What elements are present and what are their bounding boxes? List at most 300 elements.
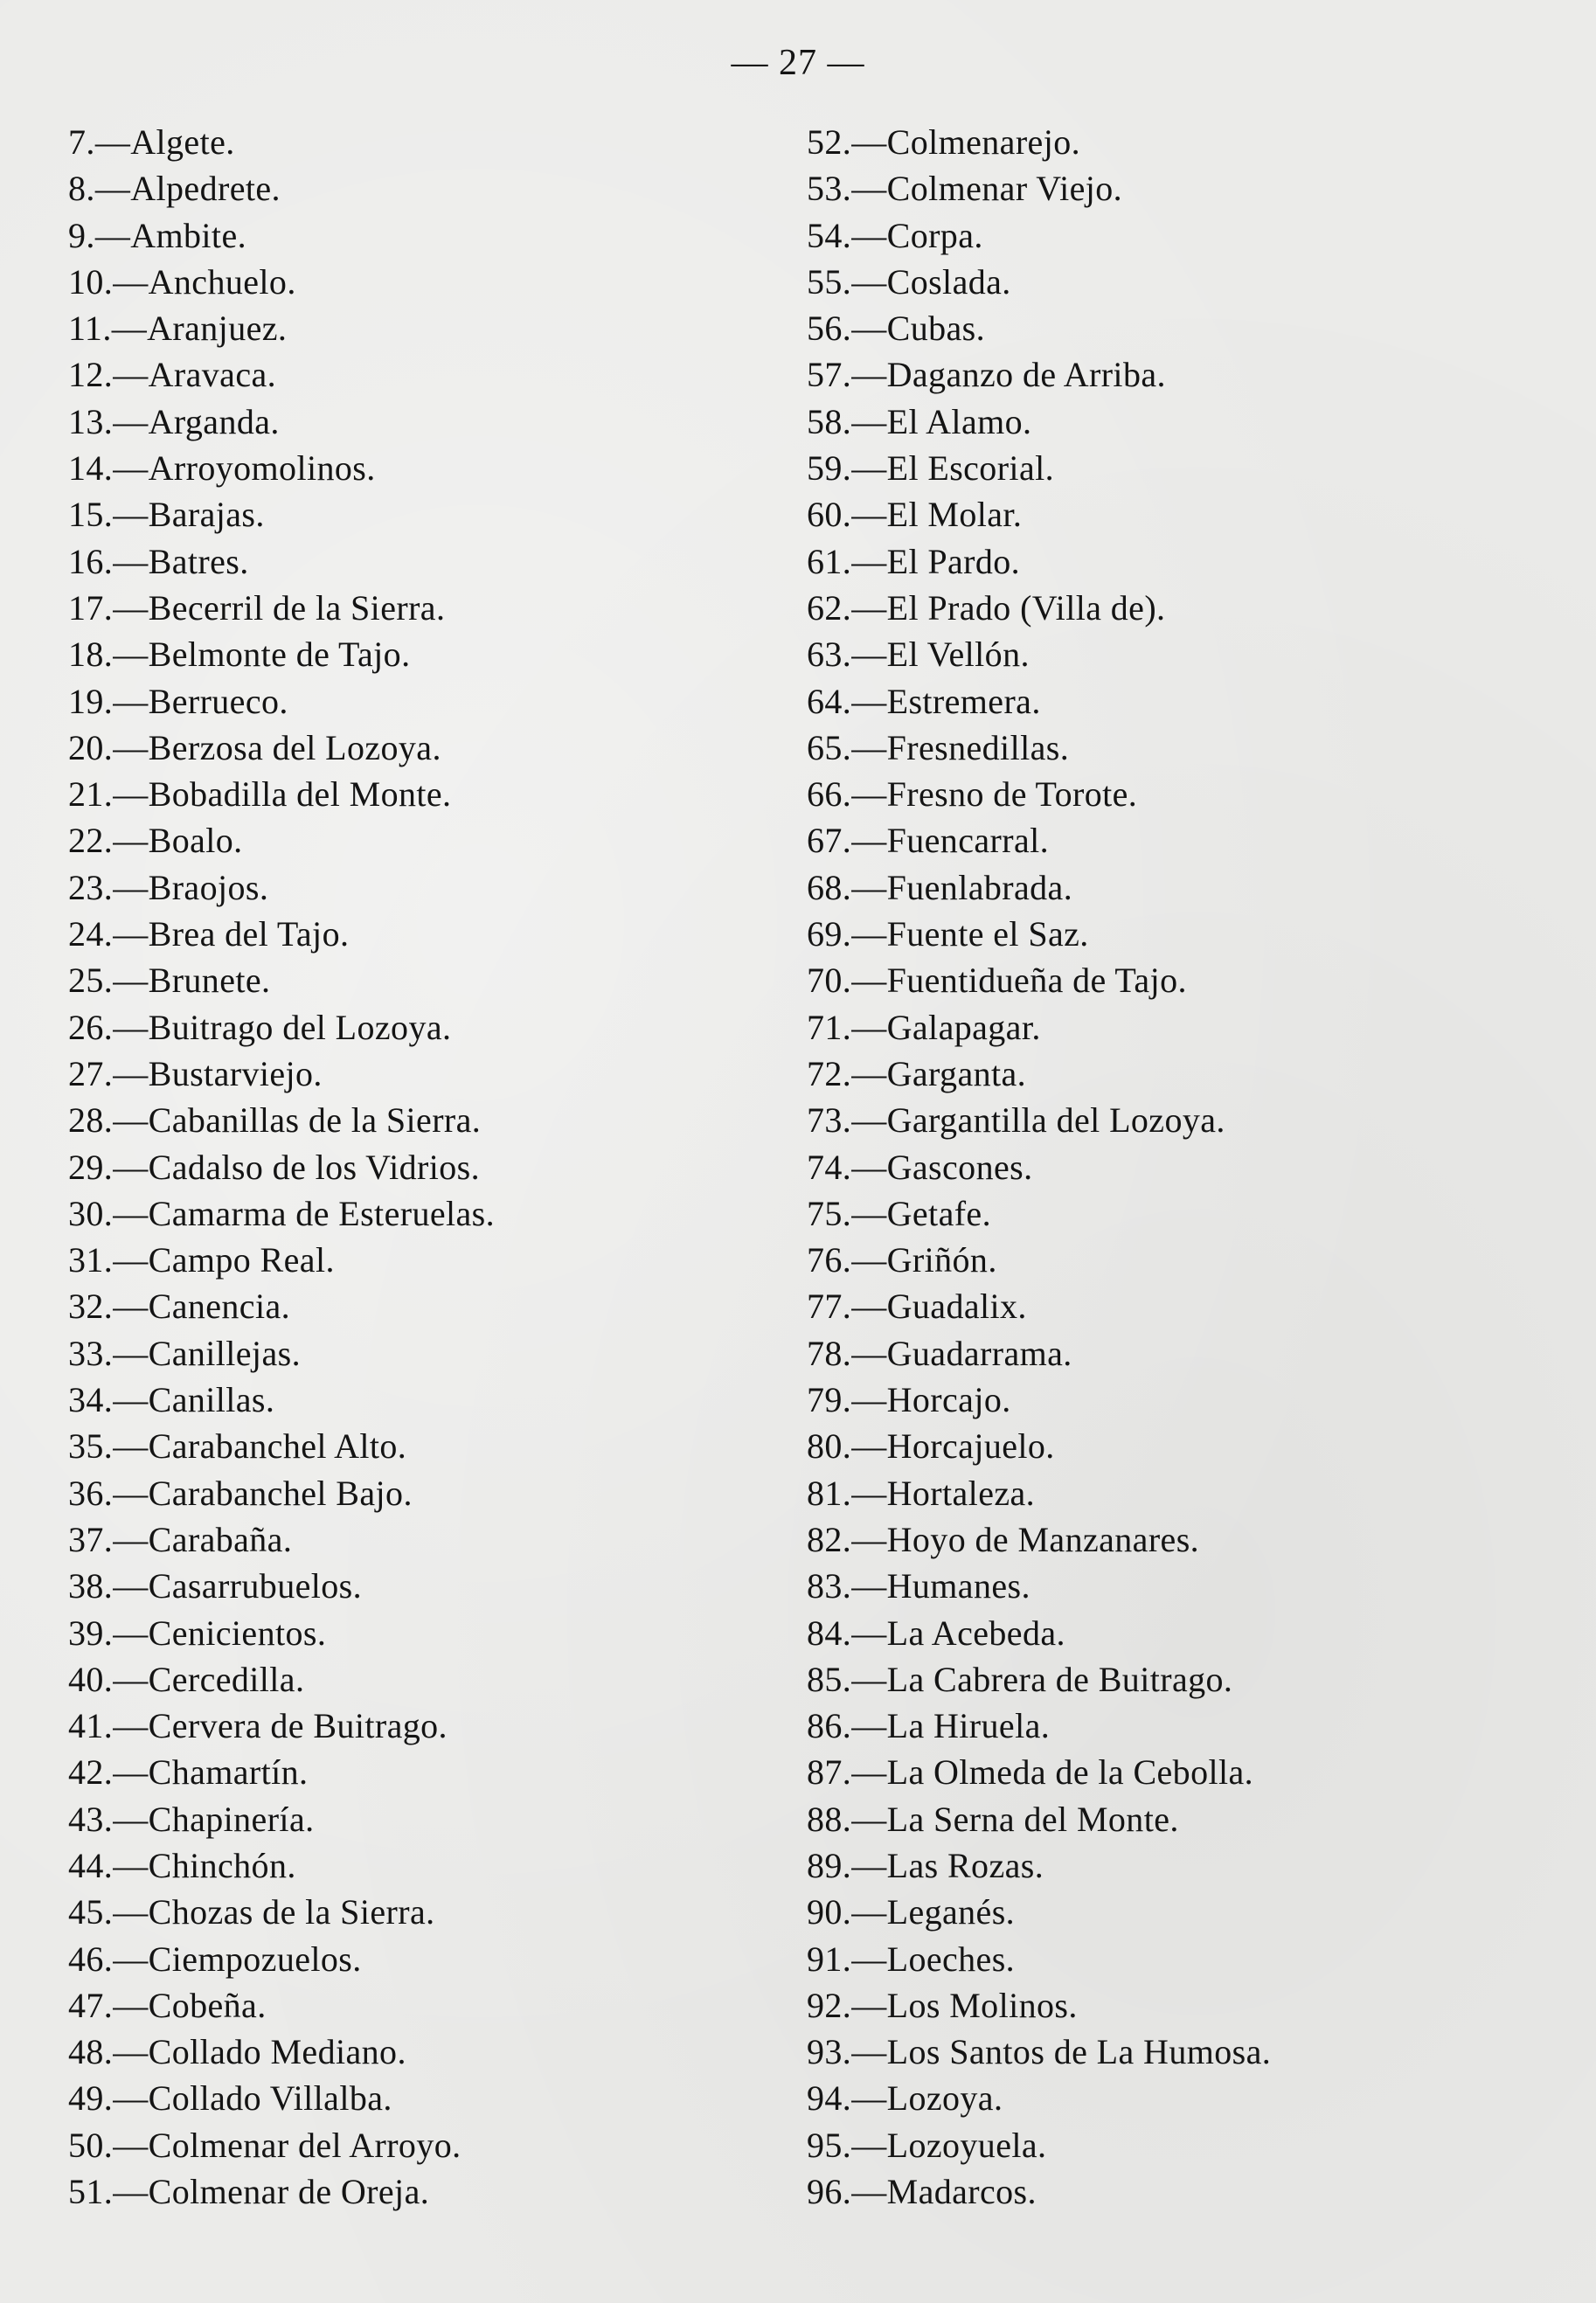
entry-number: 89. — [807, 1845, 852, 1885]
list-item — [807, 1749, 1271, 1795]
list-item — [68, 445, 495, 491]
list-item — [807, 119, 1271, 165]
list-item — [807, 1377, 1271, 1423]
entry-name: Canillas. — [148, 1380, 275, 1420]
entry-number: 55. — [807, 261, 852, 302]
entry-name: La Acebeda. — [886, 1613, 1065, 1653]
entry-number: 85. — [807, 1659, 852, 1699]
entry-name: Fuente el Saz. — [886, 914, 1089, 954]
entry-name: Cadalso de los Vidrios. — [148, 1147, 480, 1187]
list-item — [68, 538, 495, 585]
list-item — [807, 305, 1271, 351]
entry-dash: — — [113, 1007, 149, 1047]
entry-name: Casarrubuelos. — [148, 1566, 363, 1606]
list-item — [807, 725, 1271, 771]
entry-dash: — — [113, 401, 149, 441]
entry-number: 96. — [807, 2172, 852, 2212]
entry-name: Colmenar del Arroyo. — [148, 2125, 461, 2165]
entry-name: Collado Mediano. — [148, 2032, 406, 2072]
entry-dash: — — [851, 1473, 887, 1513]
entry-dash: — — [851, 1240, 887, 1280]
entry-name: Brea del Tajo. — [148, 914, 350, 954]
entry-dash: — — [851, 1892, 887, 1932]
list-item — [807, 445, 1271, 491]
entry-number: 19. — [68, 681, 114, 721]
entry-name: Hoyo de Manzanares. — [886, 1519, 1200, 1559]
entry-number: 77. — [807, 1287, 852, 1327]
entry-number: 12. — [68, 355, 114, 395]
entry-dash: — — [851, 914, 887, 954]
list-item — [68, 864, 495, 911]
list-item — [807, 1004, 1271, 1051]
entry-dash: — — [113, 1799, 149, 1839]
entry-number: 31. — [68, 1240, 114, 1280]
list-item — [807, 1889, 1271, 1935]
list-item — [807, 212, 1271, 259]
entry-name: Anchuelo. — [148, 261, 296, 302]
entry-dash: — — [113, 1147, 149, 1187]
entry-number: 28. — [68, 1100, 114, 1141]
entry-dash: — — [113, 261, 149, 302]
entry-name: Chinchón. — [148, 1845, 296, 1885]
list-item — [68, 1936, 495, 1982]
entry-dash: — — [94, 169, 131, 209]
entry-dash: — — [113, 681, 149, 721]
list-item — [68, 2029, 495, 2075]
entry-number: 10. — [68, 261, 114, 302]
list-item — [68, 771, 495, 817]
entry-name: Carabaña. — [148, 1519, 293, 1559]
entry-dash: — — [113, 1659, 149, 1699]
entry-dash: — — [113, 727, 149, 767]
entry-dash: — — [113, 2078, 149, 2119]
list-item — [807, 1097, 1271, 1143]
entry-name: Bobadilla del Monte. — [148, 774, 452, 815]
entry-dash: — — [113, 914, 149, 954]
entry-name: Hortaleza. — [886, 1473, 1036, 1513]
entry-dash: — — [113, 1473, 149, 1513]
entry-dash: — — [113, 1706, 149, 1746]
entry-dash: — — [113, 2032, 149, 2072]
list-item — [807, 1423, 1271, 1469]
entry-number: 41. — [68, 1706, 114, 1746]
entry-name: Lozoyuela. — [886, 2125, 1047, 2165]
list-item — [807, 1842, 1271, 1889]
entry-dash: — — [113, 774, 149, 815]
entry-number: 70. — [807, 961, 852, 1001]
entry-name: Brunete. — [148, 961, 271, 1001]
list-item — [807, 1703, 1271, 1749]
entry-number: 50. — [68, 2125, 114, 2165]
entry-number: 16. — [68, 541, 114, 581]
entry-name: Ambite. — [130, 215, 246, 255]
entry-name: Estremera. — [886, 681, 1041, 721]
entry-dash: — — [113, 1845, 149, 1885]
list-item — [68, 212, 495, 259]
list-item — [68, 1516, 495, 1563]
entry-number: 82. — [807, 1519, 852, 1559]
list-item — [807, 538, 1271, 585]
entry-number: 39. — [68, 1613, 114, 1653]
entry-dash: — — [851, 2078, 887, 2119]
entry-dash: — — [851, 541, 887, 581]
entry-name: Batres. — [148, 541, 249, 581]
entry-dash: — — [851, 309, 887, 349]
entry-name: Cervera de Buitrago. — [148, 1706, 448, 1746]
list-item — [807, 585, 1271, 631]
list-item — [68, 1051, 495, 1097]
entry-number: 15. — [68, 495, 114, 535]
entry-number: 52. — [807, 122, 852, 162]
entry-name: Campo Real. — [148, 1240, 335, 1280]
list-item — [68, 119, 495, 165]
entry-number: 65. — [807, 727, 852, 767]
entry-dash: — — [851, 1845, 887, 1885]
entry-number: 44. — [68, 1845, 114, 1885]
entry-dash: — — [113, 448, 149, 489]
entry-number: 87. — [807, 1752, 852, 1793]
entry-number: 26. — [68, 1007, 114, 1047]
entry-number: 24. — [68, 914, 114, 954]
entry-name: Gascones. — [886, 1147, 1033, 1187]
entry-dash: — — [113, 1613, 149, 1653]
entry-number: 32. — [68, 1287, 114, 1327]
entry-number: 78. — [807, 1333, 852, 1373]
entry-name: Barajas. — [148, 495, 265, 535]
entry-dash: — — [113, 2172, 149, 2212]
entry-name: El Pardo. — [886, 541, 1021, 581]
list-item — [68, 2122, 495, 2168]
entry-name: Getafe. — [886, 1193, 991, 1233]
entry-name: Braojos. — [148, 867, 269, 907]
entry-name: Horcajuelo. — [886, 1426, 1055, 1467]
entry-name: Belmonte de Tajo. — [148, 635, 411, 675]
entry-dash: — — [851, 401, 887, 441]
entry-name: Buitrago del Lozoya. — [148, 1007, 452, 1047]
entry-name: Gargantilla del Lozoya. — [886, 1100, 1225, 1141]
entry-number: 92. — [807, 1985, 852, 2025]
entry-dash: — — [851, 1380, 887, 1420]
entry-name: Fuencarral. — [886, 821, 1050, 861]
entry-name: El Molar. — [886, 495, 1023, 535]
entry-name: Bustarviejo. — [148, 1053, 323, 1093]
list-item — [807, 1656, 1271, 1703]
entry-name: Carabanchel Bajo. — [148, 1473, 413, 1513]
entry-dash: — — [851, 961, 887, 1001]
entry-dash: — — [851, 261, 887, 302]
entry-name: La Cabrera de Buitrago. — [886, 1659, 1233, 1699]
entry-name: Alpedrete. — [130, 169, 281, 209]
list-item — [68, 1004, 495, 1051]
entry-name: La Hiruela. — [886, 1706, 1051, 1746]
list-item — [807, 1470, 1271, 1516]
list-item — [68, 678, 495, 725]
entry-number: 22. — [68, 821, 114, 861]
entry-dash: — — [851, 587, 887, 628]
entry-dash: — — [851, 1985, 887, 2025]
entry-name: El Alamo. — [886, 401, 1032, 441]
entry-name: Colmenarejo. — [886, 122, 1081, 162]
entry-dash: — — [851, 1613, 887, 1653]
entry-name: Chamartín. — [148, 1752, 309, 1793]
list-item — [68, 1889, 495, 1935]
entry-dash: — — [851, 2125, 887, 2165]
list-item — [807, 1936, 1271, 1982]
list-item — [68, 631, 495, 677]
entry-dash: — — [113, 541, 149, 581]
list-item — [68, 259, 495, 305]
list-item — [68, 1423, 495, 1469]
list-item — [68, 2075, 495, 2121]
list-item — [807, 1610, 1271, 1656]
entry-name: Lozoya. — [886, 2078, 1003, 2119]
entry-number: 8. — [68, 169, 95, 209]
entry-dash: — — [851, 2032, 887, 2072]
entry-name: Ciempozuelos. — [148, 1939, 362, 1979]
list-item — [807, 1982, 1271, 2029]
entry-dash: — — [851, 1053, 887, 1093]
list-item — [807, 1237, 1271, 1283]
entry-number: 84. — [807, 1613, 852, 1653]
entry-name: Collado Villalba. — [148, 2078, 392, 2119]
entry-dash: — — [94, 215, 131, 255]
entry-dash: — — [851, 355, 887, 395]
entry-name: Cenicientos. — [148, 1613, 327, 1653]
entry-dash: — — [851, 1939, 887, 1979]
entry-number: 9. — [68, 215, 95, 255]
list-item — [807, 911, 1271, 957]
entry-dash: — — [851, 727, 887, 767]
entry-dash: — — [113, 1939, 149, 1979]
entry-dash: — — [851, 635, 887, 675]
entry-name: Aranjuez. — [147, 309, 288, 349]
page-number: — 27 — — [731, 43, 865, 83]
entry-dash: — — [113, 1426, 149, 1467]
entry-number: 21. — [68, 774, 114, 815]
entry-number: 49. — [68, 2078, 114, 2119]
entry-number: 69. — [807, 914, 852, 954]
entry-dash: — — [851, 495, 887, 535]
list-item — [68, 399, 495, 445]
entry-dash: — — [113, 821, 149, 861]
list-item — [68, 1703, 495, 1749]
entry-number: 46. — [68, 1939, 114, 1979]
entry-name: Berzosa del Lozoya. — [148, 727, 441, 767]
list-item — [807, 1796, 1271, 1842]
entry-number: 38. — [68, 1566, 114, 1606]
entry-number: 74. — [807, 1147, 852, 1187]
entry-number: 72. — [807, 1053, 852, 1093]
entry-name: Guadarrama. — [886, 1333, 1072, 1373]
entry-dash: — — [113, 1240, 149, 1280]
entry-number: 67. — [807, 821, 852, 861]
list-item — [807, 1516, 1271, 1563]
list-item — [68, 1749, 495, 1795]
entry-dash: — — [113, 1380, 149, 1420]
entry-dash: — — [113, 495, 149, 535]
entry-name: Loeches. — [886, 1939, 1016, 1979]
entry-dash: — — [94, 122, 131, 162]
entry-number: 18. — [68, 635, 114, 675]
entry-name: Las Rozas. — [886, 1845, 1044, 1885]
list-item — [68, 1190, 495, 1237]
entry-dash: — — [113, 1892, 149, 1932]
list-item — [68, 1842, 495, 1889]
list-item — [807, 771, 1271, 817]
list-item — [68, 1097, 495, 1143]
entry-name: Leganés. — [886, 1892, 1016, 1932]
entry-name: Los Molinos. — [886, 1985, 1078, 2025]
entry-number: 56. — [807, 309, 852, 349]
entry-dash: — — [113, 355, 149, 395]
entry-dash: — — [851, 1706, 887, 1746]
entry-dash: — — [113, 1287, 149, 1327]
entry-dash: — — [113, 867, 149, 907]
entry-dash: — — [851, 821, 887, 861]
entry-number: 25. — [68, 961, 114, 1001]
entry-number: 51. — [68, 2172, 114, 2212]
entry-dash: — — [851, 448, 887, 489]
entry-dash: — — [851, 681, 887, 721]
entry-number: 91. — [807, 1939, 852, 1979]
entry-name: Carabanchel Alto. — [148, 1426, 407, 1467]
entry-number: 68. — [807, 867, 852, 907]
list-item — [68, 1144, 495, 1190]
entry-dash: — — [113, 1193, 149, 1233]
entry-dash: — — [851, 1193, 887, 1233]
entry-number: 90. — [807, 1892, 852, 1932]
entry-name: Algete. — [130, 122, 235, 162]
list-item — [807, 1051, 1271, 1097]
entry-number: 61. — [807, 541, 852, 581]
entry-number: 88. — [807, 1799, 852, 1839]
list-item — [807, 491, 1271, 538]
list-item — [807, 1563, 1271, 1609]
entry-name: Fresnedillas. — [886, 727, 1070, 767]
entry-name: Cercedilla. — [148, 1659, 305, 1699]
list-item — [807, 399, 1271, 445]
entry-number: 58. — [807, 401, 852, 441]
list-item — [807, 957, 1271, 1003]
list-item — [68, 725, 495, 771]
entry-name: Humanes. — [886, 1566, 1030, 1606]
entry-number: 79. — [807, 1380, 852, 1420]
list-item — [68, 1330, 495, 1377]
list-item — [68, 1610, 495, 1656]
entry-name: Arganda. — [148, 401, 280, 441]
entry-dash: — — [851, 1799, 887, 1839]
entry-dash: — — [113, 1100, 149, 1141]
entry-name: Becerril de la Sierra. — [148, 587, 446, 628]
entry-dash: — — [851, 1752, 887, 1793]
entry-name: Daganzo de Arriba. — [886, 355, 1166, 395]
entry-number: 40. — [68, 1659, 114, 1699]
list-item — [68, 1237, 495, 1283]
list-item — [807, 2168, 1271, 2215]
list-item — [807, 631, 1271, 677]
entry-name: Cobeña. — [148, 1985, 267, 2025]
entry-number: 48. — [68, 2032, 114, 2072]
entry-dash: — — [111, 309, 148, 349]
list-item — [68, 1283, 495, 1329]
entry-name: Coslada. — [886, 261, 1011, 302]
entry-number: 23. — [68, 867, 114, 907]
list-item — [807, 1330, 1271, 1377]
entry-name: Horcajo. — [886, 1380, 1011, 1420]
entry-number: 20. — [68, 727, 114, 767]
list-item — [807, 1283, 1271, 1329]
entry-name: Galapagar. — [886, 1007, 1041, 1047]
entry-dash: — — [113, 587, 149, 628]
entry-number: 29. — [68, 1147, 114, 1187]
list-item — [68, 1796, 495, 1842]
list-item — [68, 2168, 495, 2215]
entry-name: Fuenlabrada. — [886, 867, 1073, 907]
entry-number: 86. — [807, 1706, 852, 1746]
list-item — [68, 1563, 495, 1609]
list-item — [68, 817, 495, 864]
entry-dash: — — [851, 169, 887, 209]
entry-dash: — — [851, 1519, 887, 1559]
entry-name: Cabanillas de la Sierra. — [148, 1100, 482, 1141]
entry-dash: — — [851, 2172, 887, 2212]
entry-number: 13. — [68, 401, 114, 441]
entry-number: 34. — [68, 1380, 114, 1420]
list-item — [807, 817, 1271, 864]
list-item — [68, 1470, 495, 1516]
list-item — [68, 351, 495, 398]
entry-dash: — — [851, 1287, 887, 1327]
entry-name: Aravaca. — [148, 355, 277, 395]
list-item — [68, 1656, 495, 1703]
list-item — [68, 911, 495, 957]
entry-name: El Escorial. — [886, 448, 1055, 489]
entry-name: Fresno de Torote. — [886, 774, 1138, 815]
entry-number: 36. — [68, 1473, 114, 1513]
entry-name: Guadalix. — [886, 1287, 1027, 1327]
list-item — [68, 585, 495, 631]
entry-number: 93. — [807, 2032, 852, 2072]
entry-number: 94. — [807, 2078, 852, 2119]
entry-dash: — — [851, 1007, 887, 1047]
entry-number: 59. — [807, 448, 852, 489]
list-item — [807, 678, 1271, 725]
entry-name: Boalo. — [148, 821, 243, 861]
entry-dash: — — [113, 1985, 149, 2025]
entry-number: 57. — [807, 355, 852, 395]
list-item — [68, 1377, 495, 1423]
entry-dash: — — [851, 1100, 887, 1141]
list-item — [807, 2075, 1271, 2121]
entry-name: Corpa. — [886, 215, 983, 255]
entry-number: 63. — [807, 635, 852, 675]
list-item — [68, 957, 495, 1003]
entry-name: Madarcos. — [886, 2172, 1037, 2212]
entry-number: 42. — [68, 1752, 114, 1793]
entry-name: Griñón. — [886, 1240, 997, 1280]
entry-number: 17. — [68, 587, 114, 628]
entry-dash: — — [113, 1333, 149, 1373]
entry-number: 80. — [807, 1426, 852, 1467]
entry-name: Chapinería. — [148, 1799, 315, 1839]
entry-number: 14. — [68, 448, 114, 489]
entry-number: 37. — [68, 1519, 114, 1559]
entry-name: Camarma de Esteruelas. — [148, 1193, 496, 1233]
municipality-list-left — [68, 119, 495, 2215]
entry-number: 7. — [68, 122, 95, 162]
entry-number: 47. — [68, 1985, 114, 2025]
entry-dash: — — [851, 1333, 887, 1373]
